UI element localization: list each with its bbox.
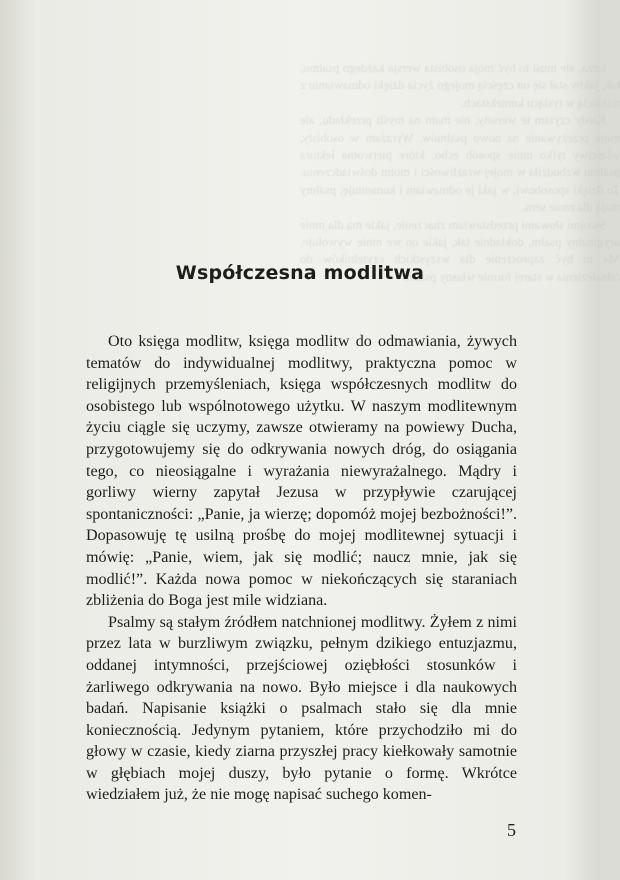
- page-number: 5: [507, 820, 516, 840]
- chapter-heading: Współczesna modlitwa: [175, 262, 425, 284]
- paragraph: Psalmy są stałym źródłem natchnionej modlitwy. Żyłem z nimi przez lata w burzliwym związku, pełnym dzikiego entuzjazmu, oddanej intymności, przejściowej oziębłości stosunków i żarliwego odkrywania na nowo. Było miejsce i dla naukowych badań. Napisanie książki o psalmach stało się dla mnie koniecznością. Jedynym pytaniem, które przychodziło mi do głowy w czasie, kiedy ziarna przyszłej pracy kiełkowały samotnie w głębiach mojej duszy, było pytanie o formę. Wkrótce wiedziałem już, że nie mogę napisać suchego komen-: [86, 613, 517, 804]
- paragraph: Oto księga modlitw, księga modlitw do odmawiania, żywych tematów do indywidualnej modlitwy, praktyczna pomoc w religijnych przemyśleniach, księga współczesnych modlitw do osobistego lub wspólnotowego użytku. W naszym modlitewnym życiu ciągle się uczymy, zawsze otwieramy na powiewy Ducha, przygotowujemy się do odkrywania nowych dróg, do osiągania tego, co nieosiągalne i wyrażania niewyrażalnego. Mądry i gorliwy wierny zapytał Jezusa w przypływie czarującej spontaniczności: „Panie, ja wierzę; dopomóż mojej bezbożności!”. Dopasowuję tę usilną prośbę do mojej modlitewnej sytuacji i mówię: „Panie, wiem, jak się modlić; naucz mnie, jak się modlić!”. Każda nowa pomoc w niekończących się staraniach zbliżenia do Boga jest mile widziana.: [86, 333, 517, 610]
- body-text: [86, 331, 517, 806]
- bleed-through-text: [300, 60, 620, 286]
- bleed-paragraph: Kiedy czytam te wersety, nie mam na myśli przekładu, ale moje przeżywanie na nowo psalmów. Wyrażam w osobisty, właściwy tylko mnie sposób echo, które pierwotna lektura psalmu wzbudziła w mojej wrażliwości i moim doświadczeniu. To dzięki sposobowi, w jaki je odmawiam i komentuję, psalmy mają dla mnie sens.: [300, 113, 620, 215]
- bleed-paragraph: Swoimi słowami przedstawiam znaczenie, jakie ma dla mnie oryginalny psalm, dokładnie tak, jakie on we mnie wywołuje. Ma to być zaproszenie dla wszystkich czytelników do odnalezienia w starej formie własny psalm.: [300, 217, 620, 284]
- bleed-paragraph: tarza, ale musi to być moja osobista wersja każdego psalmu, tak, jakby stał się on częścią mojego życia dzięki odmawianiu z miłością w tysiącu kontekstach.: [300, 61, 620, 110]
